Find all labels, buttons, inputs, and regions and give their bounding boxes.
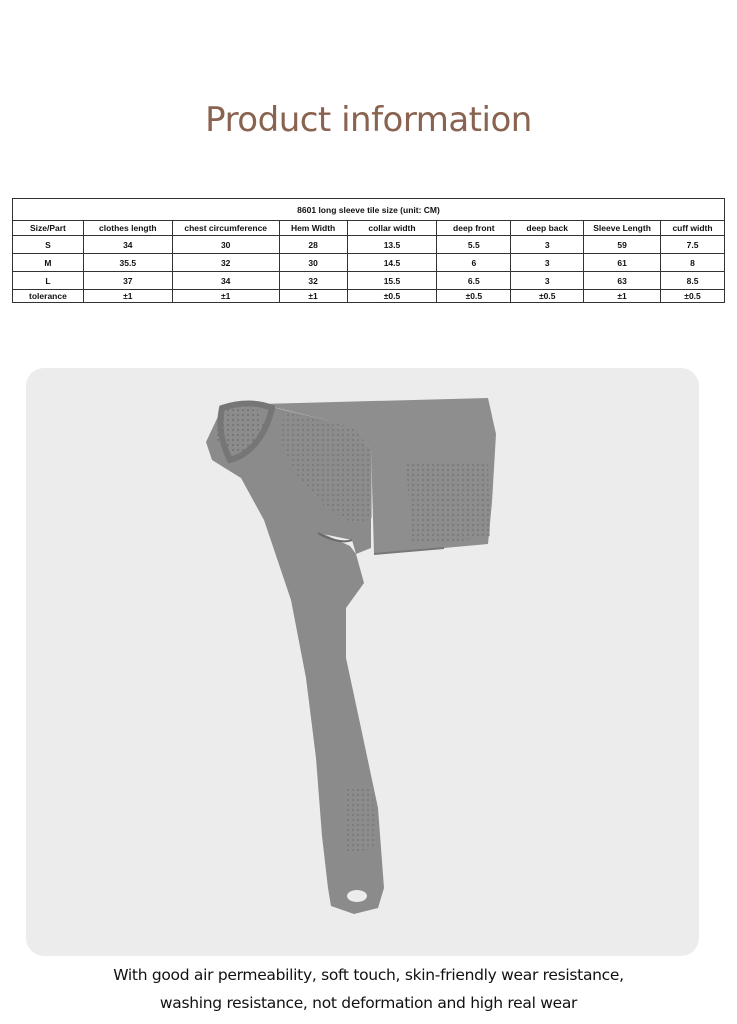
- table-cell: ±0.5: [437, 290, 511, 303]
- thumbhole: [347, 890, 367, 902]
- table-cell: ±1: [172, 290, 279, 303]
- header-cell: deep front: [437, 221, 511, 236]
- table-cell: 6.5: [437, 272, 511, 290]
- table-cell: 30: [172, 236, 279, 254]
- table-cell: ±0.5: [661, 290, 725, 303]
- header-cell: clothes length: [83, 221, 172, 236]
- table-cell: 28: [279, 236, 347, 254]
- header-cell: Sleeve Length: [584, 221, 661, 236]
- table-cell: M: [13, 254, 84, 272]
- size-chart-table: [12, 198, 725, 303]
- table-cell: 61: [584, 254, 661, 272]
- header-cell: cuff width: [661, 221, 725, 236]
- table-cell: tolerance: [13, 290, 84, 303]
- table-cell: 7.5: [661, 236, 725, 254]
- table-caption: 8601 long sleeve tile size (unit: CM): [13, 199, 725, 221]
- table-cell: 30: [279, 254, 347, 272]
- table-cell: L: [13, 272, 84, 290]
- table-cell: ±1: [279, 290, 347, 303]
- table-row: [13, 272, 725, 290]
- table-cell: 13.5: [347, 236, 437, 254]
- table-cell: 3: [511, 254, 584, 272]
- table-cell: 3: [511, 272, 584, 290]
- header-cell: chest circumference: [172, 221, 279, 236]
- header-cell: Size/Part: [13, 221, 84, 236]
- product-photo: [26, 368, 699, 956]
- table-cell: 32: [279, 272, 347, 290]
- table-cell: 8: [661, 254, 725, 272]
- table-cell: 6: [437, 254, 511, 272]
- table-cell: ±1: [584, 290, 661, 303]
- page-title: Product information: [205, 100, 532, 140]
- table-cell: ±0.5: [347, 290, 437, 303]
- table-cell: 35.5: [83, 254, 172, 272]
- table-cell: 8.5: [661, 272, 725, 290]
- table-cell: 63: [584, 272, 661, 290]
- header-cell: deep back: [511, 221, 584, 236]
- header-cell: Hem Width: [279, 221, 347, 236]
- table-cell: 14.5: [347, 254, 437, 272]
- table-cell: 5.5: [437, 236, 511, 254]
- description-line-2: washing resistance, not deformation and high real wear: [159, 994, 578, 1012]
- description-line-1: With good air permeability, soft touch, skin-friendly wear resistance,: [113, 966, 624, 984]
- table-cell: 37: [83, 272, 172, 290]
- table-row: [13, 254, 725, 272]
- table-cell: ±0.5: [511, 290, 584, 303]
- table-row: [13, 236, 725, 254]
- table-cell: 15.5: [347, 272, 437, 290]
- table-cell: 32: [172, 254, 279, 272]
- header-cell: collar width: [347, 221, 437, 236]
- table-cell: 59: [584, 236, 661, 254]
- table-cell: 34: [83, 236, 172, 254]
- table-cell: S: [13, 236, 84, 254]
- table-row: [13, 290, 725, 303]
- table-caption-row: [13, 199, 725, 221]
- table-cell: 34: [172, 272, 279, 290]
- table-cell: ±1: [83, 290, 172, 303]
- long-sleeve-top-illustration: [26, 368, 699, 956]
- table-header-row: [13, 221, 725, 236]
- table-cell: 3: [511, 236, 584, 254]
